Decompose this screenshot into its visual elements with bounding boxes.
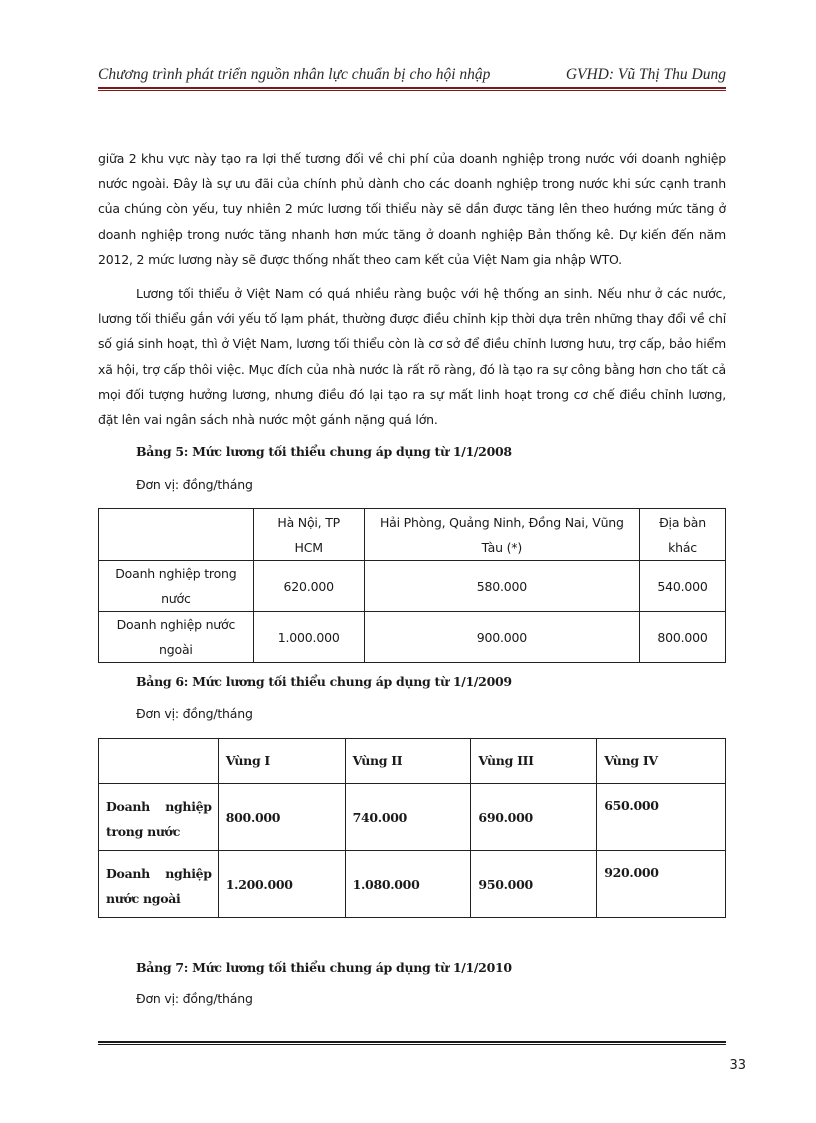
table6-row1-zone4: 650.000 — [597, 784, 726, 851]
table6-header-zone2: Vùng II — [345, 739, 471, 784]
table5 — [98, 508, 726, 663]
table6-row2-zone2: 1.080.000 — [345, 851, 471, 918]
table6-row2-zone4: 920.000 — [597, 851, 726, 918]
table6-row1-zone3: 690.000 — [471, 784, 597, 851]
table6-header-empty — [99, 739, 219, 784]
table-row — [99, 612, 726, 663]
table6-caption: Bảng 6: Mức lương tối thiểu chung áp dụng từ 1/1/2009 — [136, 674, 512, 689]
table6-header-zone3: Vùng III — [471, 739, 597, 784]
table5-header-haiphong: Hải Phòng, Quảng Ninh, Đồng Nai, Vũng Tàu (*) — [364, 509, 639, 561]
table-row — [99, 739, 726, 784]
table5-header-hanoi: Hà Nội, TP HCM — [253, 509, 364, 561]
table5-row1-col2: 580.000 — [364, 561, 639, 612]
table5-row2-label: Doanh nghiệp nước ngoài — [99, 612, 254, 663]
table-row — [99, 784, 726, 851]
table6 — [98, 738, 726, 918]
table5-row2-col2: 900.000 — [364, 612, 639, 663]
table6-row2-zone3: 950.000 — [471, 851, 597, 918]
table5-row1-col1: 620.000 — [253, 561, 364, 612]
table6-row1-label: Doanh nghiệp trong nước — [99, 784, 219, 851]
table7-unit: Đơn vị: đồng/tháng — [136, 991, 253, 1006]
page-header — [98, 62, 726, 84]
table5-unit: Đơn vị: đồng/tháng — [136, 477, 253, 492]
table6-header-zone1: Vùng I — [218, 739, 345, 784]
footer-rule — [98, 1041, 726, 1045]
table5-row2-col1: 1.000.000 — [253, 612, 364, 663]
paragraph-2: Lương tối thiểu ở Việt Nam có quá nhiều ràng buộc với hệ thống an sinh. Nếu như ở các nước, lương tối thiểu gắn với yếu tố lạm phát, thường được điều chỉnh kịp thời dựa trên những thay đổi về chỉ số giá sinh hoạt, thì ở Việt Nam, lương tối thiểu còn là cơ sở để điều chỉnh lương hưu, trợ cấp, bảo hiểm xã hội, trợ cấp thôi việc. Mục đích của nhà nước là rất rõ ràng, đó là tạo ra sự công bằng hơn cho tất cả mọi đối tượng hưởng lương, nhưng điều đó lại tạo ra sự mất linh hoạt trong cơ chế điều chỉnh lương, đặt lên vai ngân sách nhà nước một gánh nặng quá lớn. — [98, 286, 726, 428]
page-number: 33 — [729, 1058, 746, 1073]
header-instructor: GVHD: Vũ Thị Thu Dung — [565, 66, 726, 83]
table6-header-zone4: Vùng IV — [597, 739, 726, 784]
table-row — [99, 561, 726, 612]
table5-header-other: Địa bàn khác — [640, 509, 726, 561]
table7-caption: Bảng 7: Mức lương tối thiểu chung áp dụng từ 1/1/2010 — [136, 960, 512, 975]
table5-row1-col3: 540.000 — [640, 561, 726, 612]
table6-row1-zone1: 800.000 — [218, 784, 345, 851]
table5-header-empty — [99, 509, 254, 561]
table5-row2-col3: 800.000 — [640, 612, 726, 663]
header-title: Chương trình phát triển nguồn nhân lực chuẩn bị cho hội nhập — [98, 66, 491, 83]
table5-caption: Bảng 5: Mức lương tối thiểu chung áp dụng từ 1/1/2008 — [136, 444, 512, 459]
table6-row2-label: Doanh nghiệp nước ngoài — [99, 851, 219, 918]
table6-unit: Đơn vị: đồng/tháng — [136, 706, 253, 721]
table6-row1-zone2: 740.000 — [345, 784, 471, 851]
table6-row2-zone1: 1.200.000 — [218, 851, 345, 918]
paragraph-1: giữa 2 khu vực này tạo ra lợi thế tương đối về chi phí của doanh nghiệp trong nước với doanh nghiệp nước ngoài. Đây là sự ưu đãi của chính phủ dành cho các doanh nghiệp trong nước khi sức cạnh tranh của chúng còn yếu, tuy nhiên 2 mức lương tối thiểu này sẽ dần được tăng lên theo hướng mức tăng ở doanh nghiệp trong nước tăng nhanh hơn mức tăng ở doanh nghiệp Bản thống kê. Dự kiến đến năm 2012, 2 mức lương này sẽ được thống nhất theo cam kết của Việt Nam gia nhập WTO. — [98, 151, 726, 267]
table-row — [99, 851, 726, 918]
header-rule — [98, 87, 726, 91]
table5-row1-label: Doanh nghiệp trong nước — [99, 561, 254, 612]
table-row — [99, 509, 726, 561]
